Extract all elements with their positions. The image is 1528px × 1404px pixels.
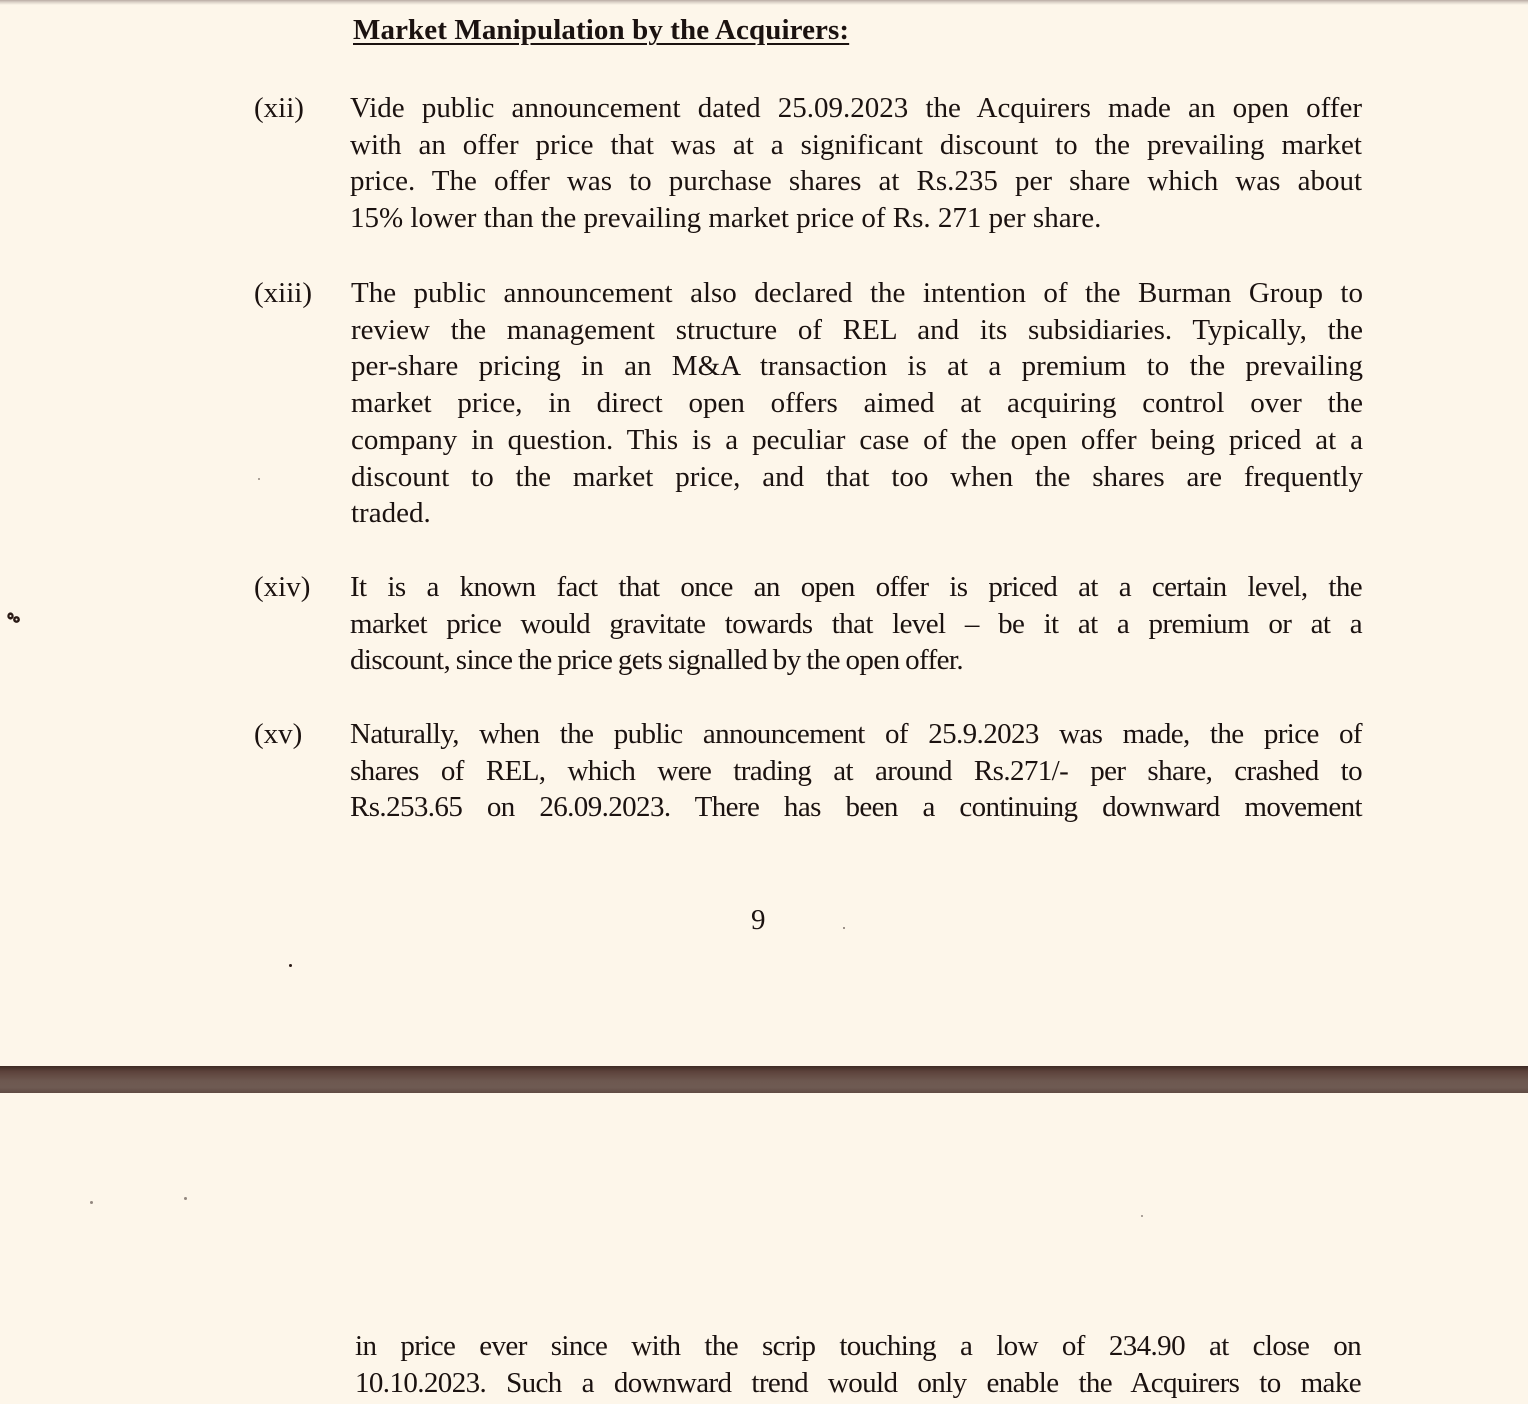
text-line: shares of REL, which were trading at around Rs.271/- per share, crashed to: [350, 754, 1362, 787]
text-line: 10.10.2023. Such a downward trend would only enable the Acquirers to make: [355, 1366, 1361, 1399]
scan-speck: [1141, 1215, 1143, 1217]
text-line: Vide public announcement dated 25.09.2023 the Acquirers made an open offer: [350, 92, 1362, 124]
text-line: traded.: [351, 497, 431, 530]
scan-speck: [289, 964, 292, 967]
scan-speck: [258, 478, 260, 480]
scan-speck: [90, 1201, 93, 1204]
text-line: per-share pricing in an M&A transaction is at a premium to the prevailing: [351, 350, 1363, 383]
text-line: It is a known fact that once an open offer is priced at a certain level, the: [350, 571, 1362, 603]
text-line: price. The offer was to purchase shares at Rs.235 per share which was about: [350, 165, 1362, 198]
text-line: review the management structure of REL and its subsidiaries. Typically, the: [351, 313, 1363, 346]
paragraph-body: [350, 716, 1362, 826]
text-line: The public announcement also declared the intention of the Burman Group to: [351, 277, 1363, 309]
paragraph-number: (xv): [254, 718, 303, 750]
continuation-text: [355, 1328, 1361, 1401]
paragraph-number: (xiii): [254, 277, 312, 309]
page-separator: [0, 1066, 1528, 1093]
paragraph-body: [351, 275, 1363, 532]
scan-speck: [843, 927, 845, 929]
scan-speck: [184, 1197, 187, 1200]
text-line: Naturally, when the public announcement of 25.9.2023 was made, the price of: [350, 718, 1362, 750]
text-line: Rs.253.65 on 26.09.2023. There has been a continuing downward movement: [350, 791, 1362, 824]
page-number: 9: [751, 904, 766, 936]
text-line: market price would gravitate towards that level – be it at a premium or at a: [350, 607, 1362, 640]
text-line: in price ever since with the scrip touching a low of 234.90 at close on: [355, 1330, 1361, 1362]
paragraph-number: (xii): [254, 92, 304, 124]
text-line: 15% lower than the prevailing market price of Rs. 271 per share.: [350, 202, 1102, 235]
paragraph-number: (xiv): [254, 571, 311, 603]
text-line: company in question. This is a peculiar case of the open offer being priced at a: [351, 423, 1363, 456]
text-line: market price, in direct open offers aimed at acquiring control over the: [351, 387, 1363, 420]
text-line: discount to the market price, and that too when the shares are frequently: [351, 460, 1363, 493]
text-line: with an offer price that was at a significant discount to the prevailing market: [350, 128, 1362, 161]
section-heading: Market Manipulation by the Acquirers:: [353, 14, 850, 46]
paragraph-body: [350, 90, 1362, 237]
scan-smudge-icon: [6, 611, 22, 625]
paragraph-body: [350, 569, 1362, 679]
text-line: discount, since the price gets signalled by the open offer.: [350, 644, 964, 677]
